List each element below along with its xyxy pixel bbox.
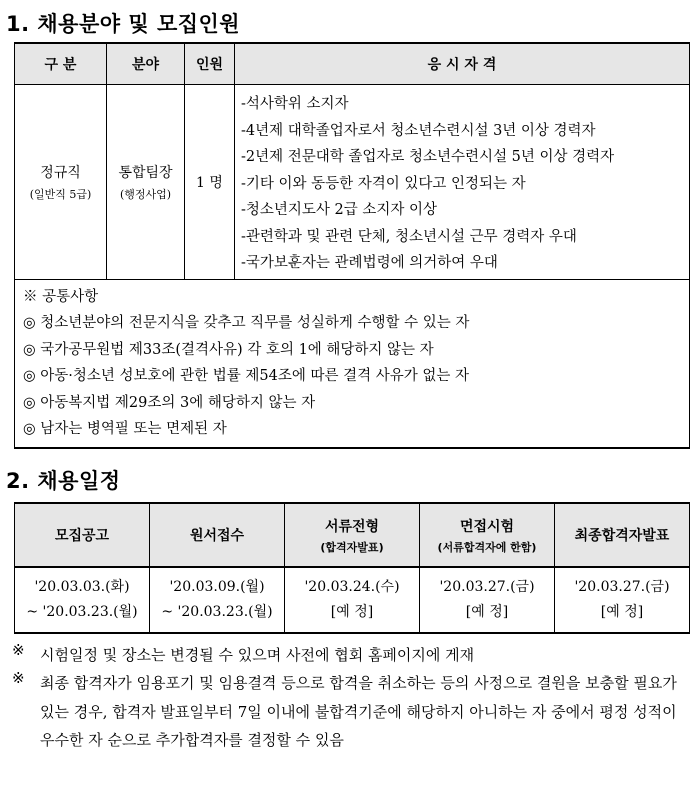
header-count: 인원 bbox=[185, 43, 235, 85]
common-row bbox=[15, 279, 690, 448]
field-label: 통합팀장 bbox=[118, 164, 173, 181]
requirement-item: -2년제 전문대학 졸업자로 청소년수련시설 5년 이상 경력자 bbox=[241, 149, 615, 165]
section2-title: 2. 채용일정 bbox=[6, 469, 121, 493]
requirement-item: -석사학위 소지자 bbox=[241, 96, 349, 112]
schedule-cell: '20.03.24.(수) [예 정] bbox=[285, 567, 420, 633]
schedule-header: 서류전형 (합격자발표) bbox=[285, 503, 420, 567]
common-requirements-cell bbox=[15, 279, 690, 448]
schedule-table bbox=[14, 502, 690, 634]
category-cell bbox=[15, 85, 107, 280]
schedule-header: 면접시험 (서류합격자에 한함) bbox=[420, 503, 555, 567]
requirement-item: -국가보훈자는 관례법령에 의거하여 우대 bbox=[241, 255, 498, 271]
schedule-row bbox=[15, 567, 690, 633]
schedule-header-row bbox=[15, 503, 690, 567]
note-mark: ※ bbox=[12, 641, 25, 659]
schedule-cell: '20.03.27.(금) [예 정] bbox=[420, 567, 555, 633]
requirement-item: -관련학과 및 관련 단체, 청소년시설 근무 경력자 우대 bbox=[241, 228, 577, 245]
common-item: ◎ 남자는 병역필 또는 면제된 자 bbox=[23, 421, 227, 438]
schedule-header: 모집공고 bbox=[15, 503, 150, 567]
count-cell: 1 명 bbox=[185, 85, 235, 280]
common-item: ◎ 아동·청소년 성보호에 관한 법률 제54조에 따른 결격 사유가 없는 자 bbox=[23, 368, 469, 385]
common-item: ◎ 청소년분야의 전문지식을 갖추고 직무를 성실하게 수행할 수 있는 자 bbox=[23, 315, 470, 332]
note-text: 최종 합격자가 임용포기 및 임용결격 등으로 합격을 취소하는 등의 사정으로 결원을 보충할 필요가 있는 경우, 합격자 발표일부터 7일 이내에 불합격기준에 해당하지 아니하는 자 중에서 평정 성적이 우수한 자 순으로 추가합격자를 결정할 수 있음 bbox=[40, 674, 677, 749]
recruitment-row bbox=[15, 85, 690, 280]
recruitment-table bbox=[14, 42, 690, 449]
note-item bbox=[12, 669, 694, 754]
requirement-item: -청소년지도사 2급 소지자 이상 bbox=[241, 202, 438, 218]
requirements-cell bbox=[235, 85, 690, 280]
header-category: 구 분 bbox=[15, 43, 107, 85]
schedule-header: 원서접수 bbox=[150, 503, 285, 567]
header-requirements: 응 시 자 격 bbox=[235, 43, 690, 85]
schedule-header: 최종합격자발표 bbox=[555, 503, 690, 567]
section1-title: 1. 채용분야 및 모집인원 bbox=[6, 12, 241, 36]
requirement-item: -4년제 대학졸업자로서 청소년수련시설 3년 이상 경력자 bbox=[241, 122, 596, 139]
common-item: ◎ 아동복지법 제29조의 3에 해당하지 않는 자 bbox=[23, 394, 316, 411]
schedule-cell: '20.03.09.(월) ~ '20.03.23.(월) bbox=[150, 567, 285, 633]
common-item: ◎ 국가공무원법 제33조(결격사유) 각 호의 1에 해당하지 않는 자 bbox=[23, 341, 434, 358]
notes bbox=[12, 641, 694, 754]
note-item bbox=[12, 641, 694, 669]
category-sub-label: (일반직 5급) bbox=[29, 187, 92, 201]
schedule-cell: '20.03.03.(화) ~ '20.03.23.(월) bbox=[15, 567, 150, 633]
field-sub-label: (행정사업) bbox=[119, 187, 172, 201]
header-field: 분야 bbox=[107, 43, 185, 85]
note-mark: ※ bbox=[12, 669, 25, 688]
field-cell bbox=[107, 85, 185, 280]
category-label: 정규직 bbox=[40, 164, 81, 181]
common-title: ※ 공통사항 bbox=[23, 288, 99, 305]
schedule-cell: '20.03.27.(금) [예 정] bbox=[555, 567, 690, 633]
recruitment-header-row bbox=[15, 43, 690, 85]
note-text: 시험일정 및 장소는 변경될 수 있으며 사전에 협회 홈페이지에 게재 bbox=[40, 646, 475, 664]
requirement-item: -기타 이와 동등한 자격이 있다고 인정되는 자 bbox=[241, 175, 526, 192]
